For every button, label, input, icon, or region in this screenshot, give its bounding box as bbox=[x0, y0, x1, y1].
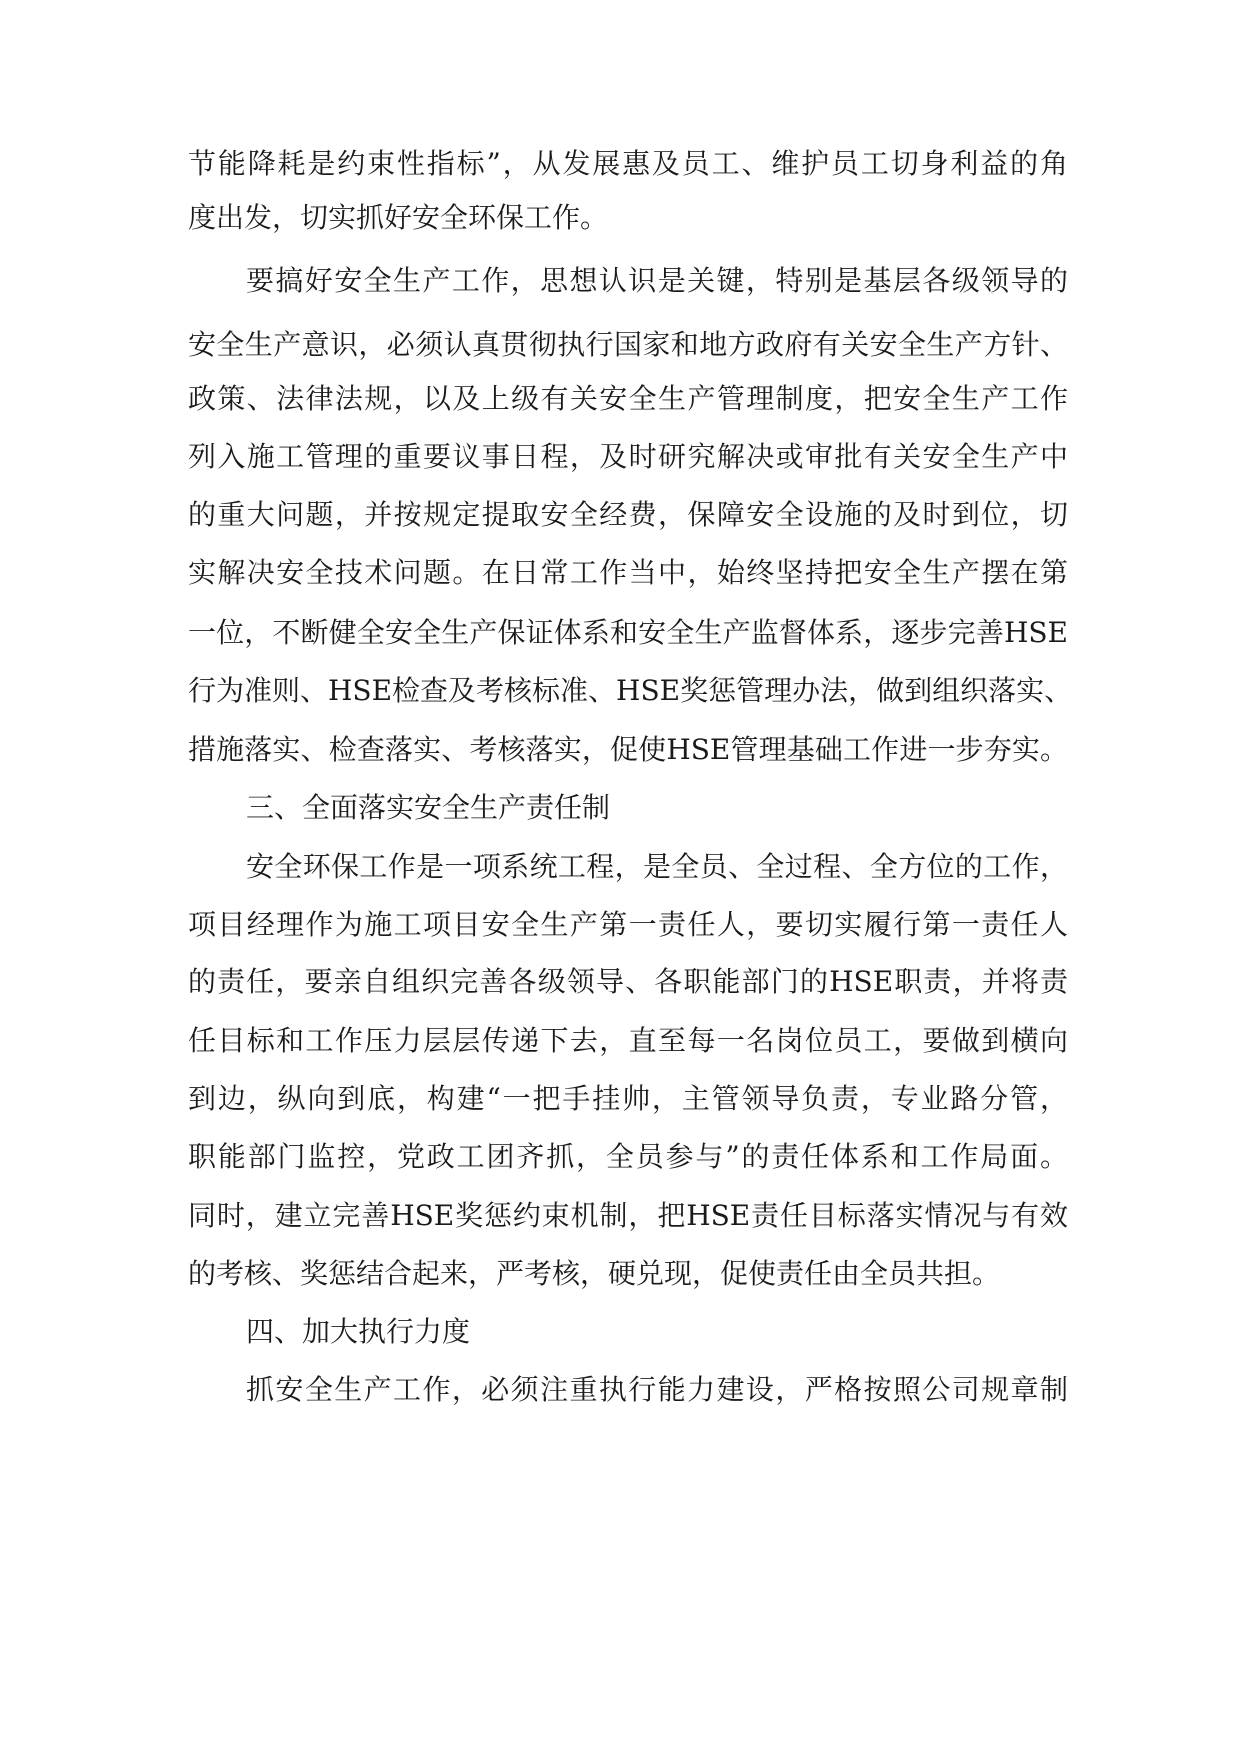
paragraph-start-line: 抓安全生产工作，必须注重执行能力建设，严格按照公司规章制 bbox=[246, 1373, 1068, 1406]
text-line-8: 实解决安全技术问题。在日常工作当中，始终坚持把安全生产摆在第 bbox=[188, 556, 1068, 589]
text-line-4: 安全生产意识，必须认真贯彻执行国家和地方政府有关安全生产方针、 bbox=[188, 328, 1068, 361]
section-heading-3: 三、全面落实安全生产责任制 bbox=[246, 791, 611, 824]
text-line-5: 政策、法律法规，以及上级有关安全生产管理制度，把安全生产工作 bbox=[188, 382, 1068, 415]
section-heading-4: 四、加大执行力度 bbox=[246, 1315, 471, 1348]
text-line-2: 度出发，切实抓好安全环保工作。 bbox=[188, 201, 609, 234]
paragraph-start-line: 要搞好安全生产工作，思想认识是关键，特别是基层各级领导的 bbox=[246, 264, 1068, 297]
paragraph-start-line: 安全环保工作是一项系统工程，是全员、全过程、全方位的工作， bbox=[246, 850, 1068, 883]
text-line-16: 任目标和工作压力层层传递下去，直至每一名岗位员工，要做到横向 bbox=[188, 1024, 1068, 1057]
text-line-7: 的重大问题，并按规定提取安全经费，保障安全设施的及时到位，切 bbox=[188, 498, 1068, 531]
text-line-17: 到边，纵向到底，构建“一把手挂帅，主管领导负责，专业路分管， bbox=[188, 1082, 1068, 1115]
text-line-15: 的责任，要亲自组织完善各级领导、各职能部门的HSE职责，并将责 bbox=[188, 965, 1068, 998]
text-line-10: 行为准则、HSE检查及考核标准、HSE奖惩管理办法，做到组织落实、 bbox=[188, 674, 1073, 707]
text-line-11: 措施落实、检查落实、考核落实，促使HSE管理基础工作进一步夯实。 bbox=[188, 733, 1068, 766]
text-line-19: 同时，建立完善HSE奖惩约束机制，把HSE责任目标落实情况与有效 bbox=[188, 1199, 1068, 1232]
text-line-18: 职能部门监控，党政工团齐抓，全员参与”的责任体系和工作局面。 bbox=[188, 1140, 1068, 1173]
text-line-9: 一位，不断健全安全生产保证体系和安全生产监督体系，逐步完善HSE bbox=[188, 616, 1068, 649]
text-line-14: 项目经理作为施工项目安全生产第一责任人，要切实履行第一责任人 bbox=[188, 908, 1068, 941]
text-line-1: 节能降耗是约束性指标”，从发展惠及员工、维护员工切身利益的角 bbox=[188, 147, 1068, 180]
text-line-20: 的考核、奖惩结合起来，严考核，硬兑现，促使责任由全员共担。 bbox=[188, 1257, 1001, 1290]
text-line-6: 列入施工管理的重要议事日程，及时研究解决或审批有关安全生产中 bbox=[188, 440, 1068, 473]
